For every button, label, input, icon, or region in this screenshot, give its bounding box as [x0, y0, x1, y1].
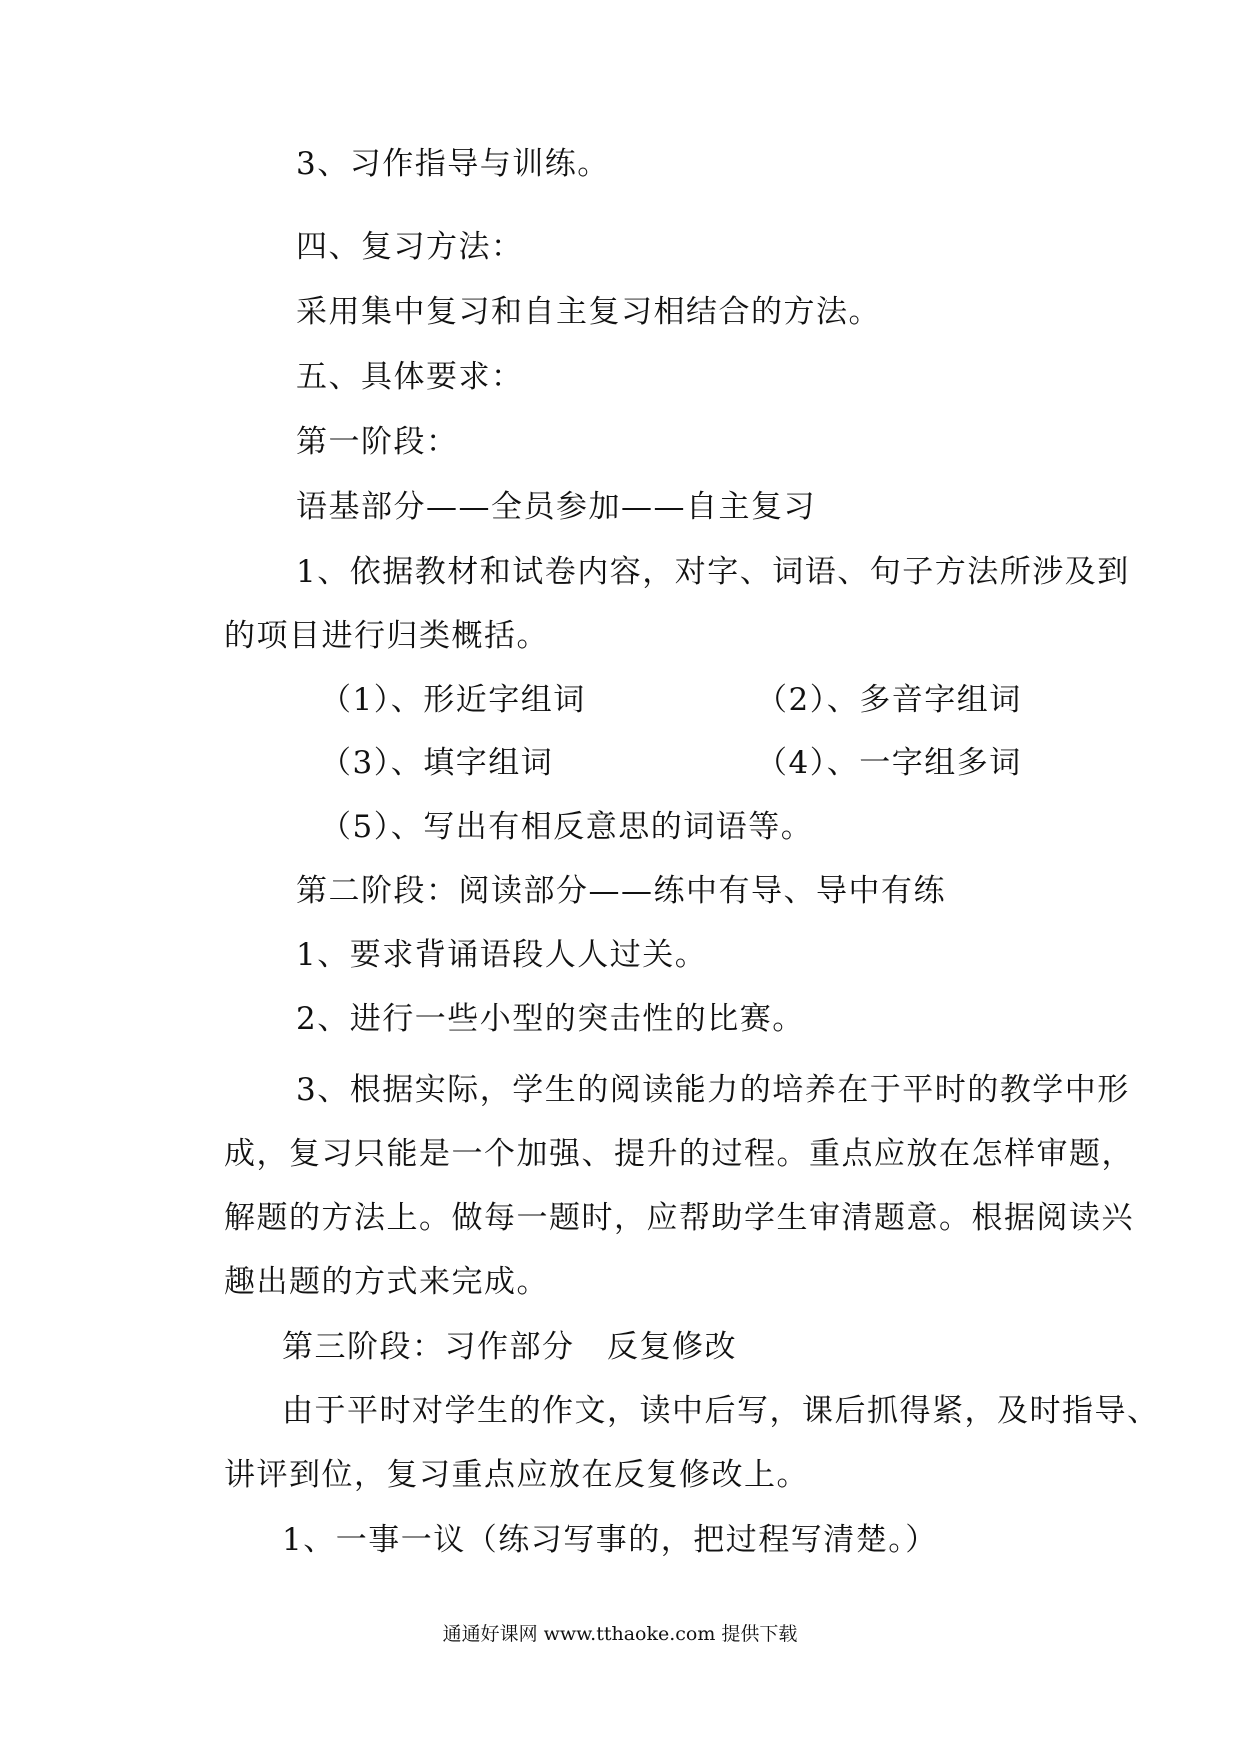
- text-line: 解题的方法上。做每一题时，应帮助学生审清题意。根据阅读兴: [224, 1200, 1134, 1236]
- text-line: 成，复习只能是一个加强、提升的过程。重点应放在怎样审题，: [224, 1136, 1134, 1172]
- stage-heading: 第三阶段：习作部分 反复修改: [282, 1329, 737, 1365]
- text-line: 的项目进行归类概括。: [224, 618, 549, 654]
- text-line: 3、习作指导与训练。: [296, 146, 610, 182]
- text-line: 3、根据实际，学生的阅读能力的培养在于平时的教学中形: [296, 1072, 1130, 1108]
- text-line: 1、要求背诵语段人人过关。: [296, 937, 708, 973]
- page-footer: 通通好课网 www.tthaoke.com 提供下载: [442, 1623, 798, 1645]
- section-heading: 五、具体要求：: [296, 359, 524, 395]
- text-line: 趣出题的方式来完成。: [224, 1264, 549, 1300]
- list-item: （4）、一字组多词: [756, 745, 1022, 781]
- stage-heading: 第二阶段：阅读部分——练中有导、导中有练: [296, 873, 946, 909]
- text-line: 采用集中复习和自主复习相结合的方法。: [296, 294, 881, 330]
- list-item: （2）、多音字组词: [756, 682, 1022, 718]
- text-line: 讲评到位，复习重点应放在反复修改上。: [224, 1457, 809, 1493]
- text-line: 由于平时对学生的作文，读中后写，课后抓得紧，及时指导、: [282, 1393, 1160, 1429]
- text-line: 2、进行一些小型的突击性的比赛。: [296, 1001, 805, 1037]
- list-item: （3）、填字组词: [320, 745, 554, 781]
- stage-heading: 第一阶段：: [296, 424, 459, 460]
- text-line: 1、一事一议（练习写事的，把过程写清楚。）: [282, 1522, 938, 1558]
- list-item: （5）、写出有相反意思的词语等。: [320, 809, 814, 845]
- text-line: 1、依据教材和试卷内容，对字、词语、句子方法所涉及到: [296, 554, 1130, 590]
- section-heading: 四、复习方法：: [296, 229, 524, 265]
- list-item: （1）、形近字组词: [320, 682, 586, 718]
- text-line: 语基部分——全员参加——自主复习: [296, 489, 816, 525]
